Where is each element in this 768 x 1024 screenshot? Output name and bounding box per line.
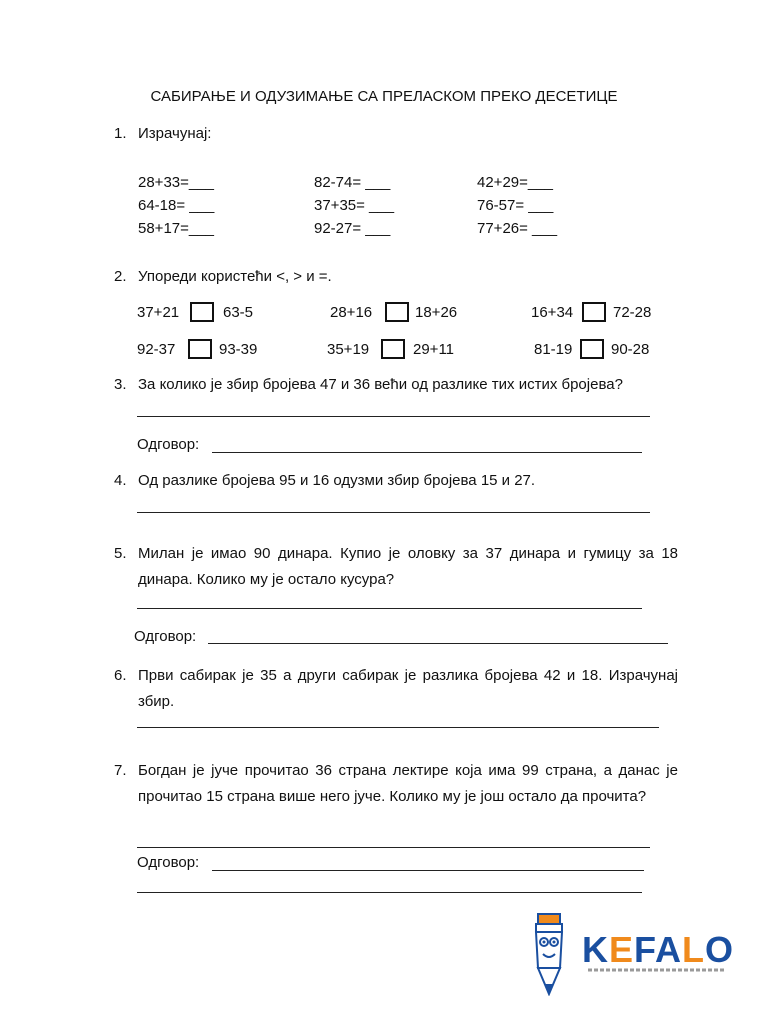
q3-number: 3. [114, 376, 127, 393]
q1-text: Израчунај: [138, 125, 212, 142]
compare-left: 37+21 [137, 304, 180, 321]
answer-line[interactable] [208, 643, 668, 644]
q1-expression: 58+17=___ [138, 220, 214, 237]
q1-expression: 42+29=___ [477, 174, 553, 191]
q5-text: Милан је имао 90 динара. Купио је оловку за 37 динара и гумицу за 18 динара. Колико му је остало кусура? [138, 545, 678, 588]
answer-line[interactable] [137, 416, 650, 417]
compare-left: 81-19 [534, 341, 573, 358]
answer-label: Одговор: [137, 854, 200, 871]
q7-text: Богдан је јуче прочитао 36 страна лектире која има 99 страна, а данас је прочитао 15 страна више него јуче. Колико му је још остало да прочита? [138, 762, 678, 805]
q6-number: 6. [114, 667, 127, 684]
compare-right: 72-28 [613, 304, 652, 321]
q7-number: 7. [114, 762, 127, 779]
compare-left: 92-37 [137, 341, 176, 358]
q5-number: 5. [114, 545, 127, 562]
q4-text: Од разлике бројева 95 и 16 одузми збир бројева 15 и 27. [138, 472, 536, 489]
q1-expression: 37+35= ___ [314, 197, 395, 214]
q2-text: Упореди користећи <, > и =. [138, 268, 332, 285]
q6-text: Први сабирак је 35 а други сабирак је разлика бројева 42 и 18. Израчунај збир. [138, 667, 678, 710]
q3-text: За колико је збир бројева 47 и 36 већи од разлике тих истих бројева? [138, 376, 623, 393]
compare-box[interactable] [385, 302, 409, 322]
q1-expression: 77+26= ___ [477, 220, 558, 237]
compare-left: 16+34 [531, 304, 574, 321]
answer-label: Одговор: [134, 628, 197, 645]
kefalo-logo [530, 910, 740, 996]
answer-line[interactable] [137, 727, 659, 728]
q1-number: 1. [114, 125, 127, 142]
compare-right: 90-28 [611, 341, 650, 358]
answer-line[interactable] [212, 870, 644, 871]
compare-right: 63-5 [223, 304, 254, 321]
compare-box[interactable] [580, 339, 604, 359]
q4-number: 4. [114, 472, 127, 489]
q1-expression: 82-74= ___ [314, 174, 391, 191]
q1-expression: 76-57= ___ [477, 197, 554, 214]
page-title: САБИРАЊЕ И ОДУЗИМАЊЕ СА ПРЕЛАСКОМ ПРЕКО ДЕСЕТИЦЕ [150, 88, 618, 105]
answer-label: Одговор: [137, 436, 200, 453]
compare-left: 35+19 [327, 341, 370, 358]
answer-line[interactable] [137, 608, 642, 609]
compare-box[interactable] [190, 302, 214, 322]
answer-line[interactable] [212, 452, 642, 453]
compare-box[interactable] [582, 302, 606, 322]
q1-expression: 28+33=___ [138, 174, 214, 191]
compare-box[interactable] [188, 339, 212, 359]
svg-text:KEFALO: KEFALO [582, 929, 735, 970]
answer-line[interactable] [137, 847, 650, 848]
compare-left: 28+16 [330, 304, 373, 321]
compare-right: 93-39 [219, 341, 258, 358]
answer-line[interactable] [137, 892, 642, 893]
q1-expression: 64-18= ___ [138, 197, 215, 214]
pencil-mascot-icon [530, 910, 740, 996]
compare-box[interactable] [381, 339, 405, 359]
answer-line[interactable] [137, 512, 650, 513]
q2-number: 2. [114, 268, 127, 285]
compare-right: 18+26 [415, 304, 458, 321]
q1-expression: 92-27= ___ [314, 220, 391, 237]
compare-right: 29+11 [413, 341, 455, 358]
